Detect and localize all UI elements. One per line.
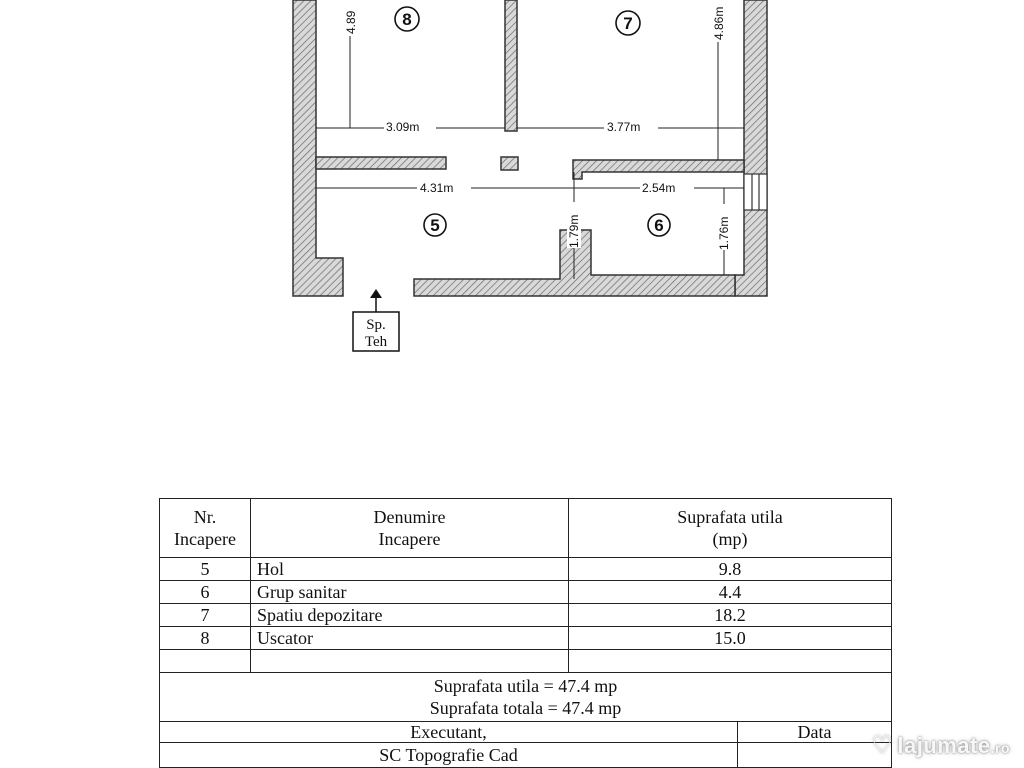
date-label: Data [738, 722, 892, 743]
svg-text:5: 5 [430, 216, 440, 235]
header-nr: Nr. Incapere [160, 499, 251, 558]
tech-space-box [353, 312, 399, 351]
room-marker-8 [395, 7, 419, 31]
dim-room7-width: 3.77m [607, 120, 641, 134]
table-empty-row [160, 650, 892, 673]
partition-wall [505, 0, 517, 131]
room-area-table [159, 498, 892, 768]
row-name: Spatiu depozitare [251, 604, 569, 627]
table-row [160, 581, 892, 604]
dim-room7-height: 4.86m [712, 6, 726, 40]
row-nr: 7 [160, 604, 251, 627]
window [744, 174, 767, 210]
dim-hall-width: 4.31m [420, 181, 454, 195]
table-executant-row [160, 722, 892, 743]
table-totals-row [160, 673, 892, 722]
row-name: Uscator [251, 627, 569, 650]
entrance-arrow [370, 289, 382, 312]
row-area: 4.4 [569, 581, 892, 604]
table-row [160, 627, 892, 650]
table-executant-name-row [160, 743, 892, 768]
totals-cell [160, 673, 892, 722]
corridor-wall-right [573, 160, 744, 179]
room-marker-7 [616, 11, 640, 35]
svg-text:Teh: Teh [364, 334, 388, 350]
row-nr: 8 [160, 627, 251, 650]
row-name: Hol [251, 558, 569, 581]
heart-icon: ♡ [871, 732, 894, 759]
row-area: 9.8 [569, 558, 892, 581]
dim-bath-width: 2.54m [642, 181, 676, 195]
dim-room8-height: 4.89 [344, 10, 358, 34]
walls [293, 0, 767, 296]
partition-stub [501, 157, 518, 170]
row-nr: 6 [160, 581, 251, 604]
svg-text:7: 7 [623, 14, 633, 33]
header-name: Denumire Incapere [251, 499, 569, 558]
total-useful-area: Suprafata utila = 47.4 mp [433, 676, 618, 696]
executant-name: SC Topografie Cad [160, 743, 738, 768]
dim-room8-width: 3.09m [386, 120, 420, 134]
room-marker-5 [424, 214, 446, 236]
site-watermark: ♡ lajumate.ro [871, 732, 1010, 759]
room-marker-6 [648, 214, 670, 236]
dim-bath-depth: 1.76m [717, 216, 731, 250]
table-row [160, 558, 892, 581]
row-area: 18.2 [569, 604, 892, 627]
svg-text:6: 6 [654, 216, 664, 235]
header-area: Suprafata utila (mp) [569, 499, 892, 558]
row-nr: 5 [160, 558, 251, 581]
row-name: Grup sanitar [251, 581, 569, 604]
svg-text:8: 8 [402, 10, 412, 29]
corridor-wall-left [316, 157, 446, 169]
table-header-row [160, 499, 892, 558]
right-outer-wall [735, 0, 767, 296]
dimension-labels [343, 0, 731, 250]
table-row [160, 604, 892, 627]
dim-hall-depth: 1.79m [567, 214, 581, 248]
dimension-lines [316, 0, 744, 279]
total-area: Suprafata totala = 47.4 mp [429, 698, 622, 718]
svg-text:Sp.: Sp. [366, 317, 386, 333]
row-area: 15.0 [569, 627, 892, 650]
executant-label: Executant, [160, 722, 738, 743]
left-outer-wall [293, 0, 343, 296]
